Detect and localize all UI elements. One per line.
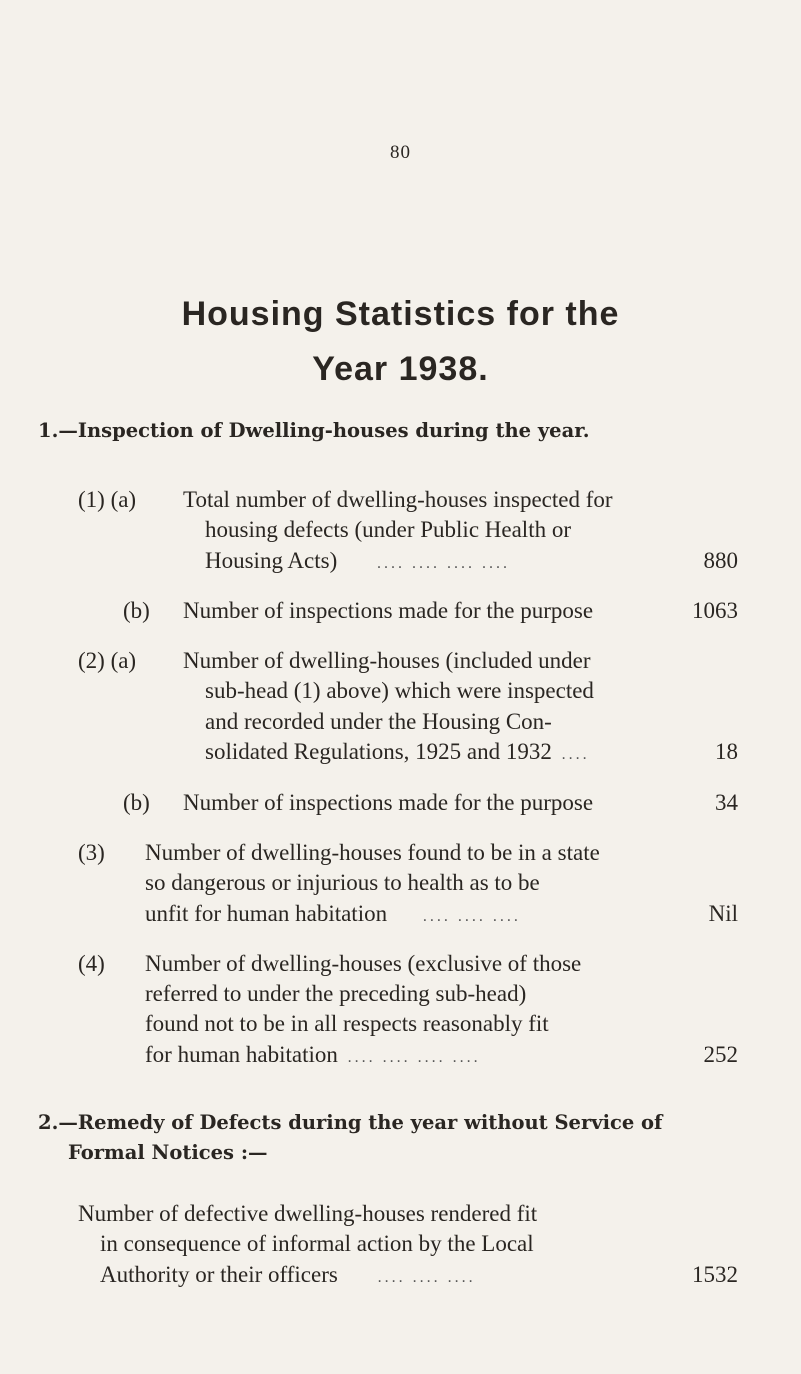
- item-3-leader: .... .... ....: [422, 908, 521, 925]
- item-2a-label: (2) (a): [78, 648, 137, 673]
- item-4-line-4-text: for human habitation: [145, 1042, 338, 1067]
- section-2-line-2: in consequence of informal action by the Local: [100, 1231, 534, 1256]
- item-1b-label: (b): [123, 598, 150, 623]
- section-2-number: 2.: [38, 1111, 59, 1134]
- item-4-line-2: referred to under the preceding sub-head): [145, 981, 527, 1006]
- item-2a-line-2: sub-head (1) above) which were inspected: [205, 678, 594, 703]
- item-4-leader: .... .... .... ....: [347, 1049, 481, 1066]
- item-2b-label: (b): [123, 790, 150, 815]
- item-3-line-3-text: unfit for human habitation: [145, 901, 388, 926]
- item-1a-line-1: Total number of dwelling-houses inspected for: [183, 487, 613, 512]
- item-3-line-3: [145, 899, 521, 932]
- section-2-line-1: Number of defective dwelling-houses rendered fit: [78, 1201, 538, 1226]
- item-1a-value: 880: [703, 548, 738, 573]
- section-1-heading: [38, 413, 590, 448]
- item-1b-value: 1063: [692, 598, 738, 623]
- item-4-line-1: Number of dwelling-houses (exclusive of those: [145, 951, 582, 976]
- item-1b-line-1: Number of inspections made for the purpose: [183, 598, 594, 623]
- item-2a-line-4: [205, 737, 590, 770]
- section-2-line-3-text: Authority or their officers: [100, 1262, 338, 1287]
- section-2-heading-line-1: —Remedy of Defects during the year without Service of: [58, 1111, 663, 1134]
- item-4-value: 252: [703, 1042, 738, 1067]
- section-2-value: 1532: [692, 1262, 738, 1287]
- item-2a-leader: ....: [561, 746, 590, 763]
- section-2-line-3: [100, 1260, 476, 1293]
- item-1a-line-3: [205, 546, 510, 579]
- item-2b-line-1: Number of inspections made for the purpose: [183, 790, 594, 815]
- section-2-heading-line-2: Formal Notices :—: [68, 1141, 268, 1164]
- section-2-leader: .... .... ....: [377, 1269, 476, 1286]
- item-4-line-3: found not to be in all respects reasonably fit: [145, 1011, 549, 1036]
- title-line-1: Housing Statistics for the: [181, 295, 620, 333]
- item-1a-line-2: housing defects (under Public Health or: [205, 517, 571, 542]
- item-2a-value: 18: [715, 739, 738, 764]
- item-4-label: (4): [78, 951, 105, 976]
- item-4-line-4: [145, 1040, 481, 1073]
- item-2a-line-1: Number of dwelling-houses (included under: [183, 648, 591, 673]
- title-line-2: Year 1938.: [312, 350, 489, 388]
- item-1a-leader: .... .... .... ....: [377, 555, 510, 572]
- item-2a-line-3: and recorded under the Housing Con-: [205, 709, 552, 734]
- item-1a-line-3-text: Housing Acts): [205, 548, 338, 573]
- item-3-line-1: Number of dwelling-houses found to be in a state: [145, 840, 600, 865]
- item-1a-label: (1) (a): [78, 487, 137, 512]
- section-1-number: 1.: [38, 419, 59, 442]
- page-number: 80: [390, 142, 411, 163]
- item-3-value: Nil: [708, 901, 738, 926]
- section-1-heading-text: —Inspection of Dwelling-houses during the year.: [58, 419, 590, 442]
- item-2b-value: 34: [715, 790, 738, 815]
- item-3-line-2: so dangerous or injurious to health as to be: [145, 870, 540, 895]
- item-2a-line-4-text: solidated Regulations, 1925 and 1932: [205, 739, 552, 764]
- item-3-label: (3): [78, 840, 105, 865]
